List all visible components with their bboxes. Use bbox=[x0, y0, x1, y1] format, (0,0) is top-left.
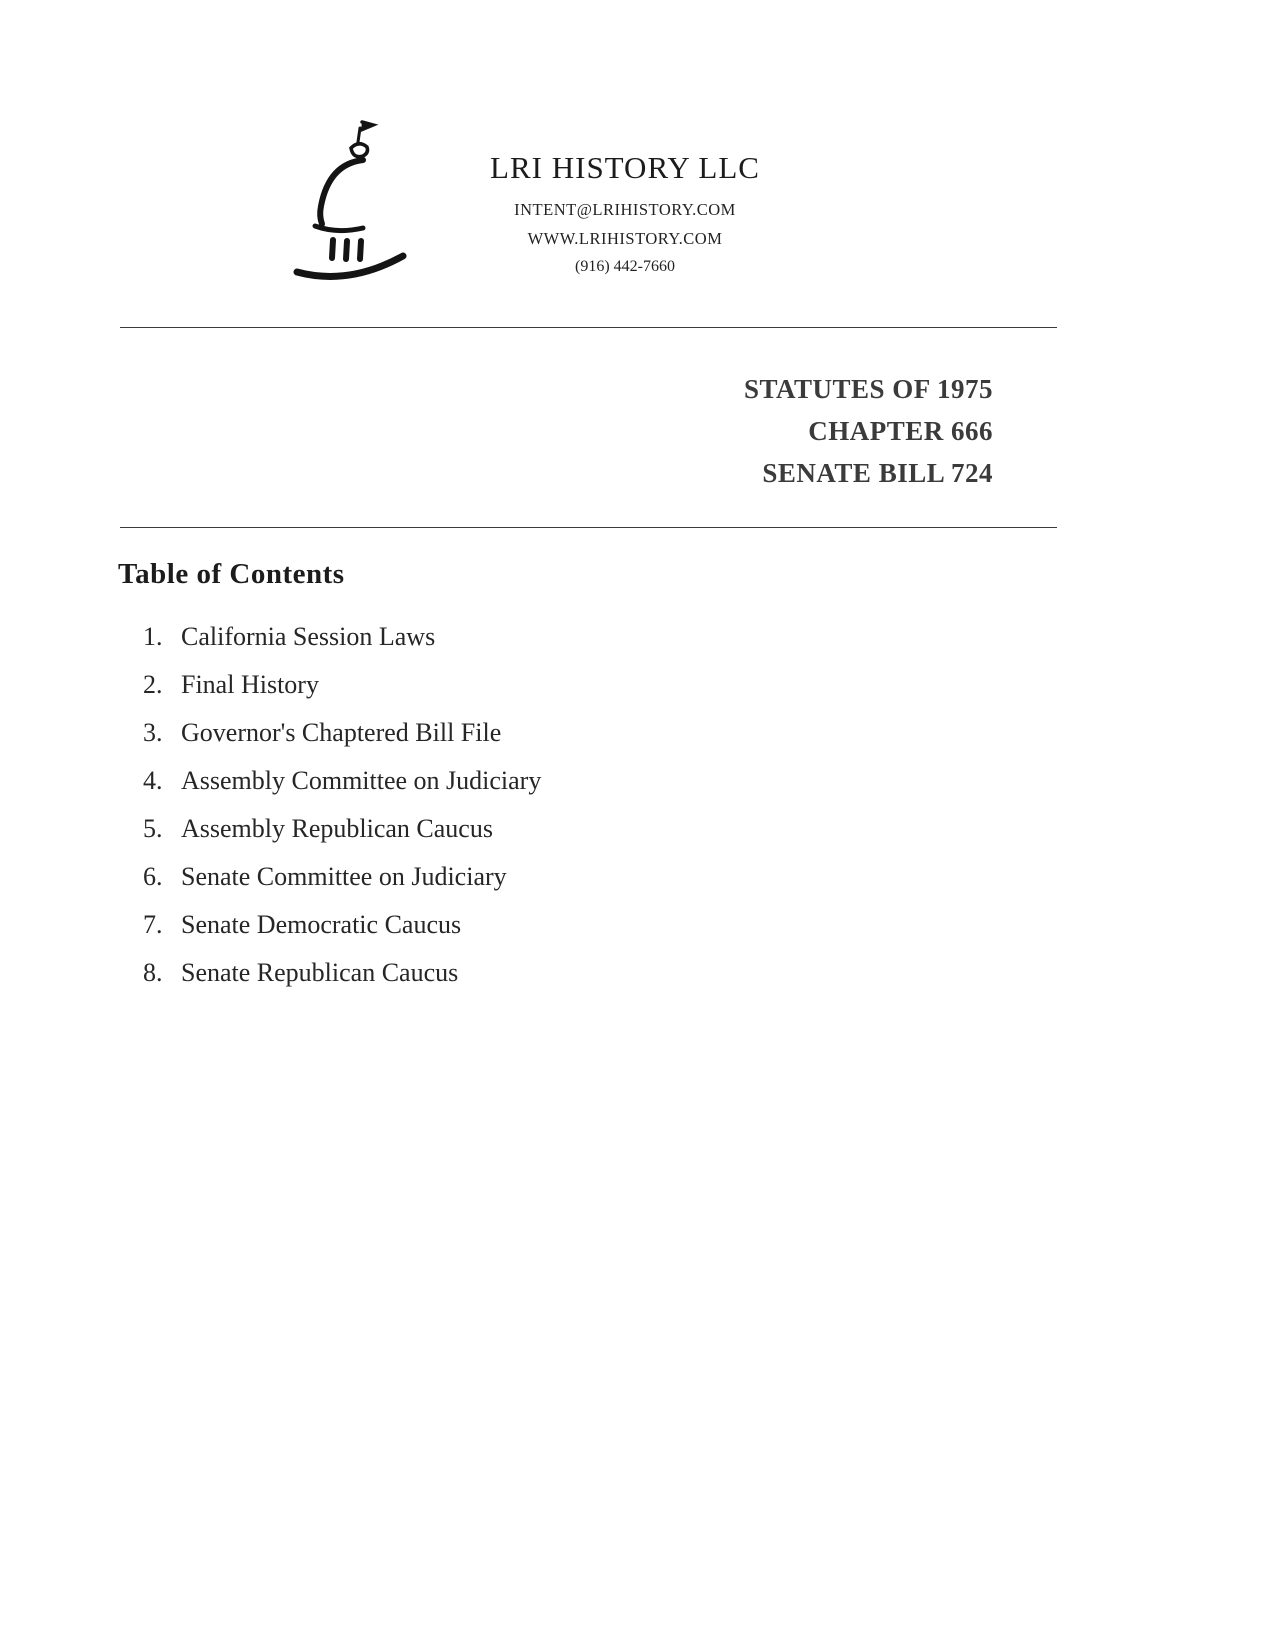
statute-bill: SENATE BILL 724 bbox=[762, 458, 993, 488]
toc-item bbox=[143, 766, 541, 814]
toc-list bbox=[143, 622, 541, 1006]
statute-year: STATUTES OF 1975 bbox=[743, 374, 993, 404]
toc-item-label: Senate Democratic Caucus bbox=[181, 910, 462, 939]
statute-block bbox=[744, 368, 993, 494]
toc-item-number: 6. bbox=[143, 862, 163, 891]
website-text: WWW.LRIHISTORY.COM bbox=[527, 229, 723, 248]
toc-item bbox=[143, 670, 541, 718]
toc-item bbox=[143, 910, 541, 958]
toc-item-number: 5. bbox=[143, 814, 163, 843]
toc-item-label: Governor's Chaptered Bill File bbox=[181, 718, 502, 747]
toc-item-label: Assembly Republican Caucus bbox=[181, 814, 493, 843]
capitol-dome-icon bbox=[285, 120, 435, 290]
toc-item-number: 1. bbox=[143, 622, 163, 651]
divider-bottom bbox=[120, 527, 1057, 528]
toc-item bbox=[143, 862, 541, 910]
toc-item-label: Final History bbox=[181, 670, 319, 699]
letterhead bbox=[285, 120, 775, 290]
toc-item-label: Senate Republican Caucus bbox=[181, 958, 459, 987]
toc-item-label: California Session Laws bbox=[181, 622, 436, 651]
toc-item-label: Assembly Committee on Judiciary bbox=[181, 766, 542, 795]
toc-item-number: 7. bbox=[143, 910, 163, 939]
toc-item-number: 3. bbox=[143, 718, 163, 747]
divider-top bbox=[120, 327, 1057, 328]
toc-item-number: 2. bbox=[143, 670, 163, 699]
toc-item-number: 8. bbox=[143, 958, 163, 987]
toc-item bbox=[143, 814, 541, 862]
toc-item-label: Senate Committee on Judiciary bbox=[181, 862, 507, 891]
toc-item-number: 4. bbox=[143, 766, 163, 795]
email-text: INTENT@LRIHISTORY.COM bbox=[514, 200, 736, 219]
toc-item bbox=[143, 958, 541, 1006]
statute-chapter: CHAPTER 666 bbox=[808, 416, 993, 446]
company-name: LRI HISTORY LLC bbox=[490, 150, 760, 185]
toc-title: Table of Contents bbox=[118, 558, 345, 590]
toc-item bbox=[143, 718, 541, 766]
toc-item bbox=[143, 622, 541, 670]
letterhead-text bbox=[475, 150, 775, 276]
phone-text: (916) 442-7660 bbox=[575, 258, 675, 275]
